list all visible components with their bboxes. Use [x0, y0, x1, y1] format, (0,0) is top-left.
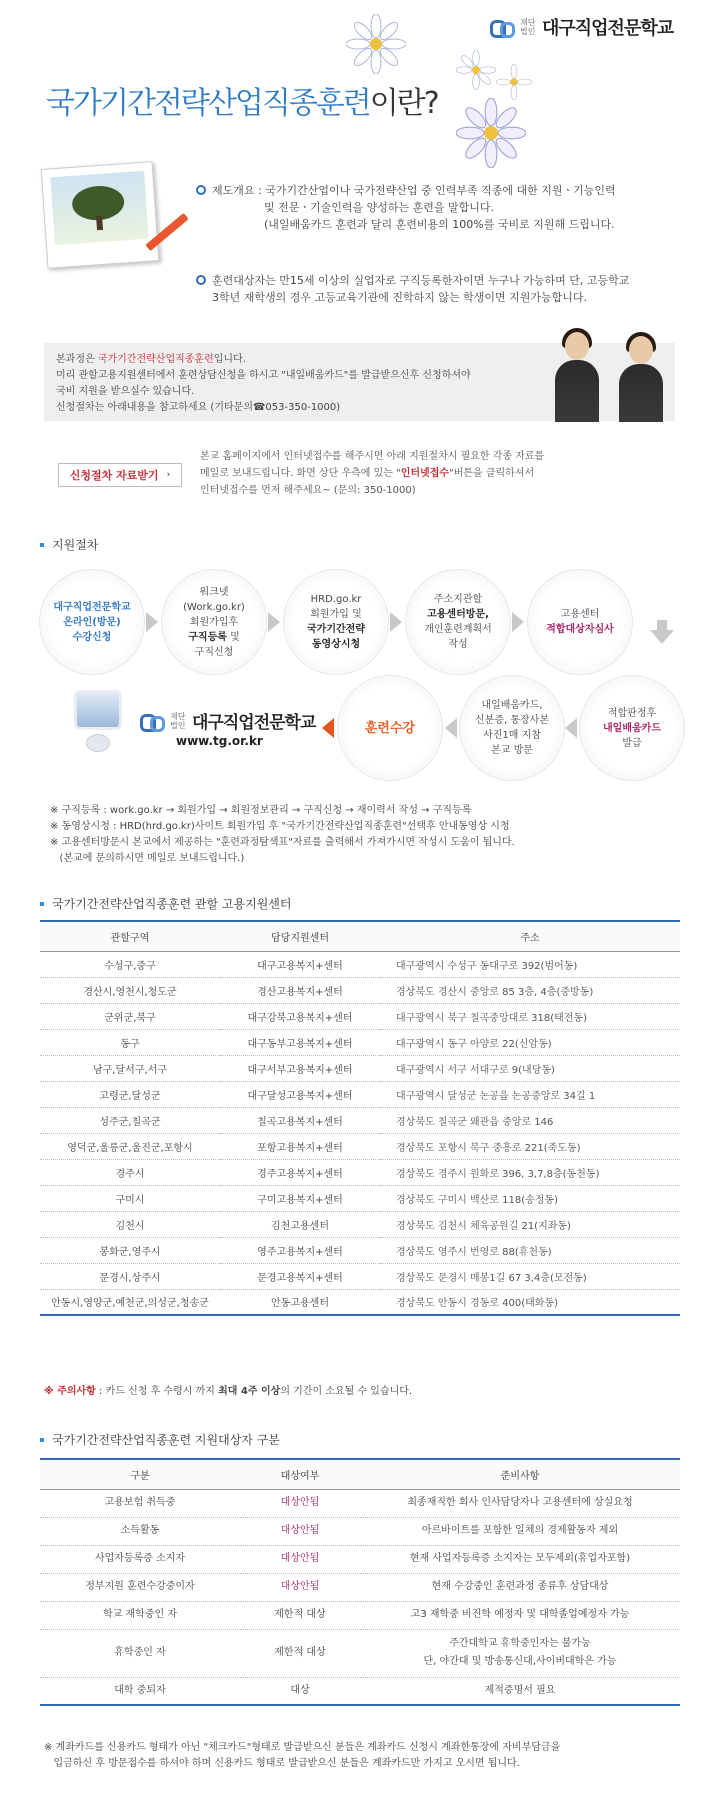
table-row [40, 1629, 680, 1677]
table-cell-addr: 경상북도 경주시 원화로 396, 3,7,8층(동천동) [380, 1159, 680, 1185]
table-cell-area: 김천시 [40, 1211, 220, 1237]
column-header: 담당지원센터 [220, 921, 380, 951]
table-row [40, 1185, 680, 1211]
table-cell-center: 안동고용센터 [220, 1289, 380, 1315]
download-forms-button[interactable] [58, 463, 182, 487]
step-2-circle: 워크넷 (Work.go.kr) 회원가입후 구직등록 및 구직신청 [162, 570, 266, 674]
table-cell-area: 봉화군,영주시 [40, 1237, 220, 1263]
computer-icon [68, 690, 128, 756]
table-row [40, 1237, 680, 1263]
table-cell-prep: 현재 사업자등록증 소지자는 모두제외(휴업자포함) [360, 1545, 680, 1573]
table-row [40, 977, 680, 1003]
download-line: 메일로 보내드립니다. 화면 상단 우측에 있는 "인터넷접수"버튼을 클릭하셔서 [200, 468, 535, 479]
table-cell-center: 문경고용복지+센터 [220, 1263, 380, 1289]
table-cell-type: 휴학중인 자 [40, 1629, 240, 1677]
step-6-circle: 적합판정후 내일배움카드 발급 [580, 676, 684, 780]
logo-subtitle: 재단 법인 [520, 18, 536, 36]
table-cell-status: 제한적 대상 [240, 1629, 360, 1677]
table-cell-addr: 경상북도 문경시 매봉1길 67 3,4층(모전동) [380, 1263, 680, 1289]
table-row [40, 1545, 680, 1573]
table-row [40, 1573, 680, 1601]
table-cell-area: 동구 [40, 1029, 220, 1055]
table-cell-type: 학교 재학중인 자 [40, 1601, 240, 1629]
table-cell-addr: 대구광역시 동구 아양로 22(신암동) [380, 1029, 680, 1055]
centers-table [40, 920, 680, 1316]
table-cell-addr: 경상북도 포항시 북구 중흥로 221(죽도동) [380, 1133, 680, 1159]
note-line: ※ 구직등록 : work.go.kr → 회원가입 → 회원정보관리 → 구직신청 → 재이력서 작성 → 구직등록 [50, 805, 472, 816]
chevron-right-icon: › [166, 470, 171, 480]
bullet-icon [196, 185, 206, 195]
overview-label: 제도개요 : [212, 184, 266, 197]
warning-note: ※ 주의사항 : 카드 신청 후 수령시 까지 최대 4주 이상의 기간이 소요될 수 있습니다. [44, 1386, 413, 1397]
table-cell-area: 남구,달서구,서구 [40, 1055, 220, 1081]
table-cell-addr: 경상북도 칠곡군 왜관읍 중앙로 146 [380, 1107, 680, 1133]
title-suffix: 이란? [369, 86, 438, 121]
column-header: 준비사항 [360, 1459, 680, 1489]
table-cell-type: 대학 중퇴자 [40, 1677, 240, 1705]
table-cell-type: 정부지원 훈련수강중이자 [40, 1573, 240, 1601]
notice-line: 국비 지원을 받으실수 있습니다. [56, 386, 195, 397]
table-cell-addr: 경상북도 김천시 체육공원길 21(지좌동) [380, 1211, 680, 1237]
table-cell-area: 경산시,영천시,청도군 [40, 977, 220, 1003]
table-cell-prep: 아르바이트를 포함한 일체의 경제활동자 제외 [360, 1517, 680, 1545]
table-row [40, 1677, 680, 1705]
note-line: ※ 동영상시청 : HRD(hrd.go.kr)사이트 회원가입 후 "국가기간전략산업직종훈련"선택후 안내동영상 시청 [50, 821, 510, 832]
table-cell-prep: 고3 재학중 비진학 예정자 및 대학졸업예정자 가능 [360, 1601, 680, 1629]
footer-note [44, 1740, 684, 1772]
flower-decoration-icon [496, 64, 532, 100]
table-row [40, 1517, 680, 1545]
arrow-left-icon [322, 718, 334, 738]
table-row [40, 1211, 680, 1237]
logo-name: 대구직업전문학교 [542, 18, 674, 39]
table-cell-area: 안동시,영양군,예천군,의성군,청송군 [40, 1289, 220, 1315]
school-logo[interactable] [488, 14, 673, 40]
arrow-down-icon [650, 630, 674, 644]
arrow-right-icon [268, 612, 280, 632]
title-main: 국가기간전략산업직종훈련 [46, 86, 370, 121]
table-row [40, 1029, 680, 1055]
school-logo-small: 재단 법인 대구직업전문학교 [138, 708, 315, 733]
table-cell-addr: 대구광역시 서구 서대구로 9(내당동) [380, 1055, 680, 1081]
table-cell-addr: 경상북도 영주시 번영로 88(휴천동) [380, 1237, 680, 1263]
flower-decoration-icon [346, 14, 406, 74]
table-cell-center: 대구동부고용복지+센터 [220, 1029, 380, 1055]
table-cell-center: 김천고용센터 [220, 1211, 380, 1237]
school-emblem-icon [138, 711, 164, 731]
column-header: 대상여부 [240, 1459, 360, 1489]
overview-line: 국가기간산업이나 국가전략산업 중 인력부족 직종에 대한 지원ㆍ기능인력 [265, 184, 616, 197]
table-cell-center: 경주고용복지+센터 [220, 1159, 380, 1185]
table-cell-center: 칠곡고용복지+센터 [220, 1107, 380, 1133]
table-row [40, 1601, 680, 1629]
step-4-circle: 주소지관할 고용센터방문, 개인훈련계획서 작성 [406, 570, 510, 674]
column-header: 구분 [40, 1459, 240, 1489]
table-cell-prep: 현재 수강중인 훈련과정 종류후 상담대상 [360, 1573, 680, 1601]
column-header: 주소 [380, 921, 680, 951]
procedure-heading: 지원절차 [40, 536, 98, 553]
table-cell-center: 대구강북고용복지+센터 [220, 1003, 380, 1029]
table-cell-addr: 경상북도 경산시 중앙로 85 3층, 4층(중방동) [380, 977, 680, 1003]
step-1-circle: 대구직업전문학교 온라인(방문) 수강신청 [40, 570, 144, 674]
table-cell-type: 사업자등록증 소지자 [40, 1545, 240, 1573]
download-button-label: 신청절차 자료받기 [69, 469, 159, 482]
table-cell-status: 대상안됨 [240, 1545, 360, 1573]
table-row [40, 1003, 680, 1029]
table-row [40, 1263, 680, 1289]
table-cell-center: 대구달성고용복지+센터 [220, 1081, 380, 1107]
step-7-circle: 내일배움카드, 신분증, 통장사본 사진1매 지참 본교 방문 [460, 676, 564, 780]
procedure-notes [50, 803, 670, 867]
square-bullet-icon [40, 1438, 44, 1442]
table-cell-area: 구미시 [40, 1185, 220, 1211]
download-line: 본교 홈페이지에서 인터넷접수를 해주시면 아래 지원절차시 필요한 각종 자료를 [200, 451, 545, 462]
table-cell-addr: 경상북도 구미시 백산로 118(송정동) [380, 1185, 680, 1211]
table-cell-status: 대상안됨 [240, 1573, 360, 1601]
table-cell-prep: 제적증명서 필요 [360, 1677, 680, 1705]
table-row [40, 1133, 680, 1159]
table-cell-center: 구미고용복지+센터 [220, 1185, 380, 1211]
notice-line: 미리 관할고용지원센터에서 훈련상담신청을 하시고 "내일배움카드"를 발급받으신후 신청하셔야 [56, 370, 471, 381]
notice-line: 신청절차는 아래내용을 참고하세요 (기타문의☎053-350-1000) [56, 402, 341, 413]
table-row [40, 951, 680, 977]
table-cell-area: 군위군,북구 [40, 1003, 220, 1029]
intro-overview [196, 182, 676, 233]
overview-line: (내일배움카드 훈련과 달리 훈련비용의 100%를 국비로 지원해 드립니다. [264, 218, 615, 231]
arrow-right-icon [146, 612, 158, 632]
table-cell-addr: 대구광역시 수성구 동대구로 392(범어동) [380, 951, 680, 977]
footer-line: 입금하신 후 방문접수를 하셔야 하며 신용카드 형태로 발급받으신 분들은 계좌카드만 가지고 오시면 됩니다. [44, 1758, 520, 1769]
flower-decoration-icon [456, 98, 526, 168]
eligibility-line: 3학년 재학생의 경우 고등교육기관에 진학하지 않는 학생이면 지원가능합니다. [212, 291, 588, 304]
table-row [40, 1159, 680, 1185]
footer-line: ※ 계좌카드를 신용카드 형태가 아닌 "체크카드"형태로 발급받으신 분들은 계좌카드 신청시 계좌한통장에 자비부담금을 [44, 1742, 561, 1753]
arrow-right-icon [390, 612, 402, 632]
table-cell-area: 영덕군,울릉군,울진군,포항시 [40, 1133, 220, 1159]
table-cell-center: 영주고용복지+센터 [220, 1237, 380, 1263]
eligibility-line: 훈련대상자는 만15세 이상의 실업자로 구직등록한자이면 누구나 가능하며 단, 고등학교 [212, 274, 630, 287]
table-row [40, 1107, 680, 1133]
step-8-circle: 훈련수강 [338, 676, 442, 780]
page-title [46, 78, 438, 122]
square-bullet-icon [40, 543, 44, 547]
table-cell-status: 대상안됨 [240, 1517, 360, 1545]
staff-photo [543, 318, 679, 422]
table-cell-center: 경산고용복지+센터 [220, 977, 380, 1003]
arrow-left-icon [445, 718, 457, 738]
tree-photo [41, 161, 160, 269]
square-bullet-icon [40, 902, 44, 906]
intro-eligibility [196, 272, 676, 306]
arrow-right-icon [512, 612, 524, 632]
step-5-circle: 고용센터 적합대상자심사 [528, 570, 632, 674]
table-row [40, 1489, 680, 1517]
table-cell-prep: 주간대학교 휴학중인자는 불가능 단, 야간대 및 방송통신대,사이버대학은 가능 [360, 1629, 680, 1677]
note-line: ※ 고용센터방문시 본교에서 제공하는 "훈련과정탐색표"자료를 출력해서 가져가시면 작성시 도움이 됩니다. [50, 837, 515, 848]
download-description [200, 448, 650, 499]
column-header: 관할구역 [40, 921, 220, 951]
table-cell-type: 고용보험 취득중 [40, 1489, 240, 1517]
table-row [40, 1055, 680, 1081]
table-cell-area: 고령군,달성군 [40, 1081, 220, 1107]
step-3-circle: HRD.go.kr 회원가입 및 국가기간전략 동영상시청 [284, 570, 388, 674]
table-cell-addr: 대구광역시 달성군 논공읍 논공중앙로 34길 1 [380, 1081, 680, 1107]
overview-line: 및 전문ㆍ기술인력을 양성하는 훈련을 말합니다. [264, 201, 495, 214]
arrow-down-icon [657, 620, 667, 630]
table-cell-area: 문경시,상주시 [40, 1263, 220, 1289]
table-cell-center: 대구고용복지+센터 [220, 951, 380, 977]
targets-heading: 국가기간전략산업직종훈련 지원대상자 구분 [40, 1431, 280, 1448]
school-emblem-icon [488, 17, 514, 37]
table-cell-center: 포항고용복지+센터 [220, 1133, 380, 1159]
flower-decoration-icon [456, 50, 496, 90]
table-cell-status: 대상 [240, 1677, 360, 1705]
notice-line: 본과정은 국가기간전략산업직종훈련입니다. [56, 354, 246, 365]
table-cell-addr: 대구광역시 북구 칠곡중앙대로 318(태전동) [380, 1003, 680, 1029]
bullet-icon [196, 275, 206, 285]
table-cell-type: 소득활동 [40, 1517, 240, 1545]
table-cell-prep: 최종재직한 회사 인사담당자나 고용센터에 상실요청 [360, 1489, 680, 1517]
arrow-left-icon [565, 718, 577, 738]
targets-table [40, 1458, 680, 1706]
table-cell-area: 수성구,중구 [40, 951, 220, 977]
table-cell-center: 대구서부고용복지+센터 [220, 1055, 380, 1081]
table-cell-status: 제한적 대상 [240, 1601, 360, 1629]
table-cell-addr: 경상북도 안동시 경동로 400(태화동) [380, 1289, 680, 1315]
school-url-link[interactable]: www.tg.or.kr [176, 734, 263, 748]
note-line: (본교에 문의하시면 메일로 보내드립니다.) [50, 853, 245, 864]
table-row [40, 1289, 680, 1315]
table-cell-area: 성주군,칠곡군 [40, 1107, 220, 1133]
download-line: 인터넷접수를 먼저 해주세요~ (문의: 350-1000) [200, 485, 416, 496]
table-cell-status: 대상안됨 [240, 1489, 360, 1517]
table-cell-area: 경주시 [40, 1159, 220, 1185]
table-row [40, 1081, 680, 1107]
centers-heading: 국가기간전략산업직종훈련 관할 고용지원센터 [40, 895, 291, 912]
